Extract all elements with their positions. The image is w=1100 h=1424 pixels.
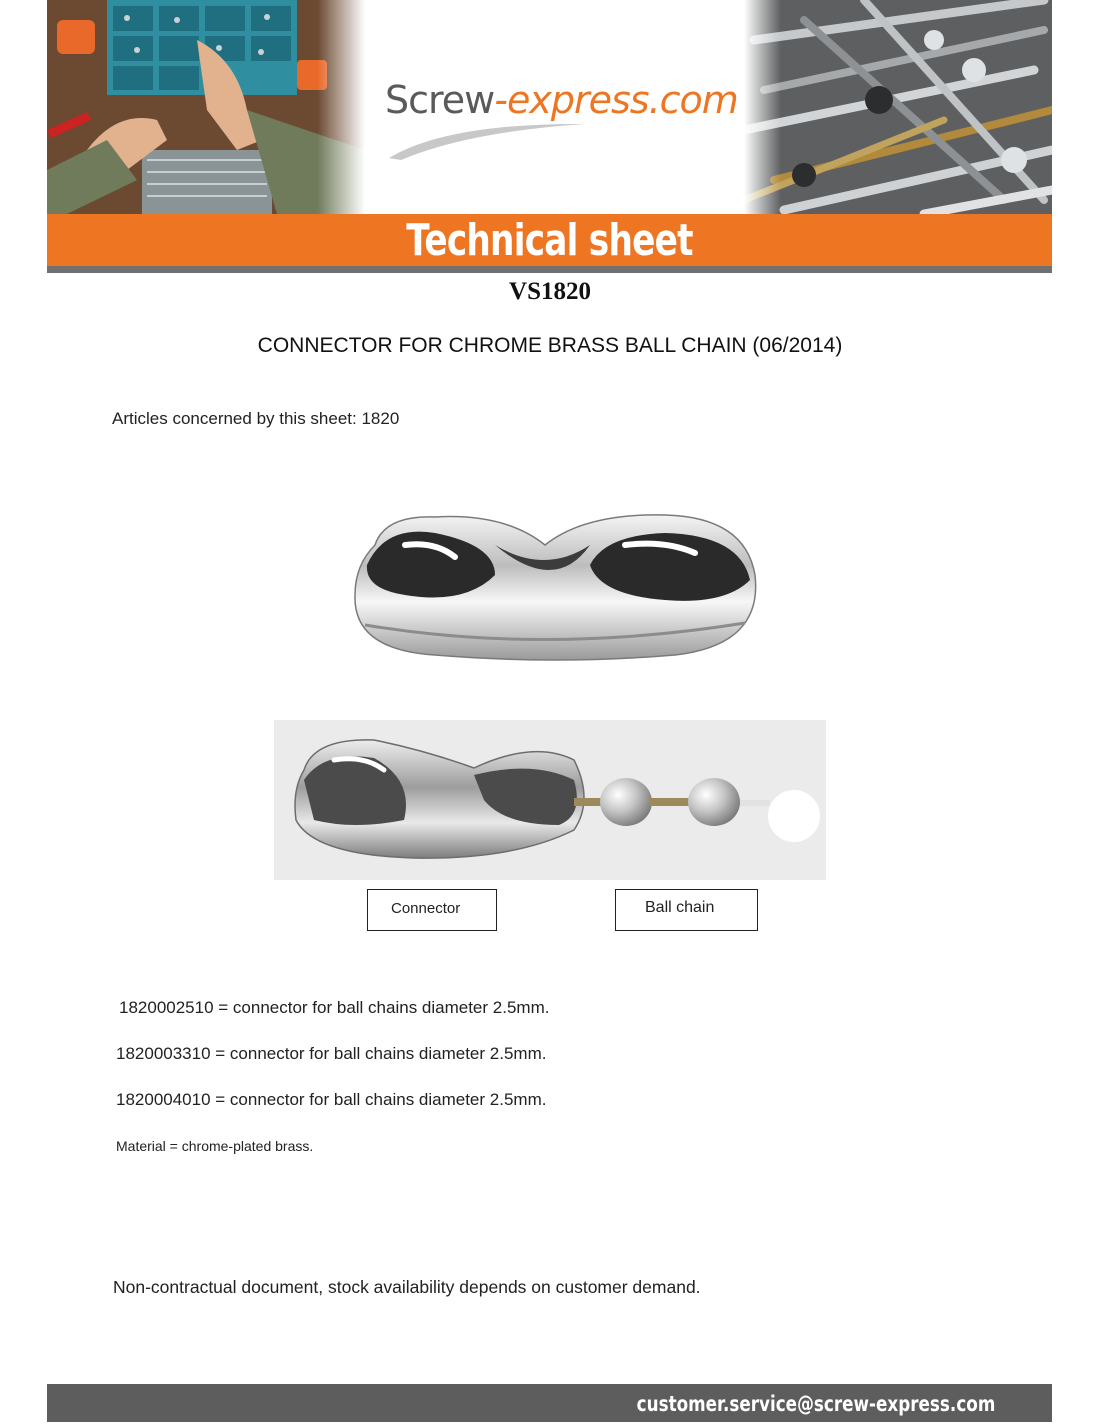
logo-main-text: Screw <box>385 78 495 122</box>
disclaimer-text: Non-contractual document, stock availability depends on customer demand. <box>113 1277 701 1297</box>
document-title: CONNECTOR FOR CHROME BRASS BALL CHAIN (06/2014) <box>257 334 843 357</box>
articles-line: Articles concerned by this sheet: 1820 <box>112 409 400 428</box>
connector-label: Connector <box>367 889 497 931</box>
brand-logo <box>385 78 745 168</box>
logo-swoosh-icon <box>387 118 587 162</box>
header-banner <box>47 0 1052 214</box>
customer-service-email[interactable]: customer.service@screw-express.com <box>636 1392 995 1416</box>
material-line: Material = chrome-plated brass. <box>116 1138 314 1154</box>
footer-bar <box>47 1384 1052 1422</box>
header-divider <box>47 266 1052 273</box>
connector-with-ball-chain-image <box>274 720 826 880</box>
technical-sheet-banner <box>47 214 1052 266</box>
connector-product-image <box>345 505 765 665</box>
spec-line: 1820002510 = connector for ball chains diameter 2.5mm. <box>119 998 550 1017</box>
spec-line: 1820003310 = connector for ball chains diameter 2.5mm. <box>116 1044 547 1063</box>
workshop-photo <box>47 0 365 214</box>
banner-title: Technical sheet <box>406 215 693 266</box>
screws-photo <box>744 0 1052 214</box>
ball-chain-label: Ball chain <box>615 889 758 931</box>
spec-line: 1820004010 = connector for ball chains diameter 2.5mm. <box>116 1090 547 1109</box>
reference-code: VS1820 <box>509 278 591 305</box>
logo-accent-text: -express.com <box>494 78 738 122</box>
